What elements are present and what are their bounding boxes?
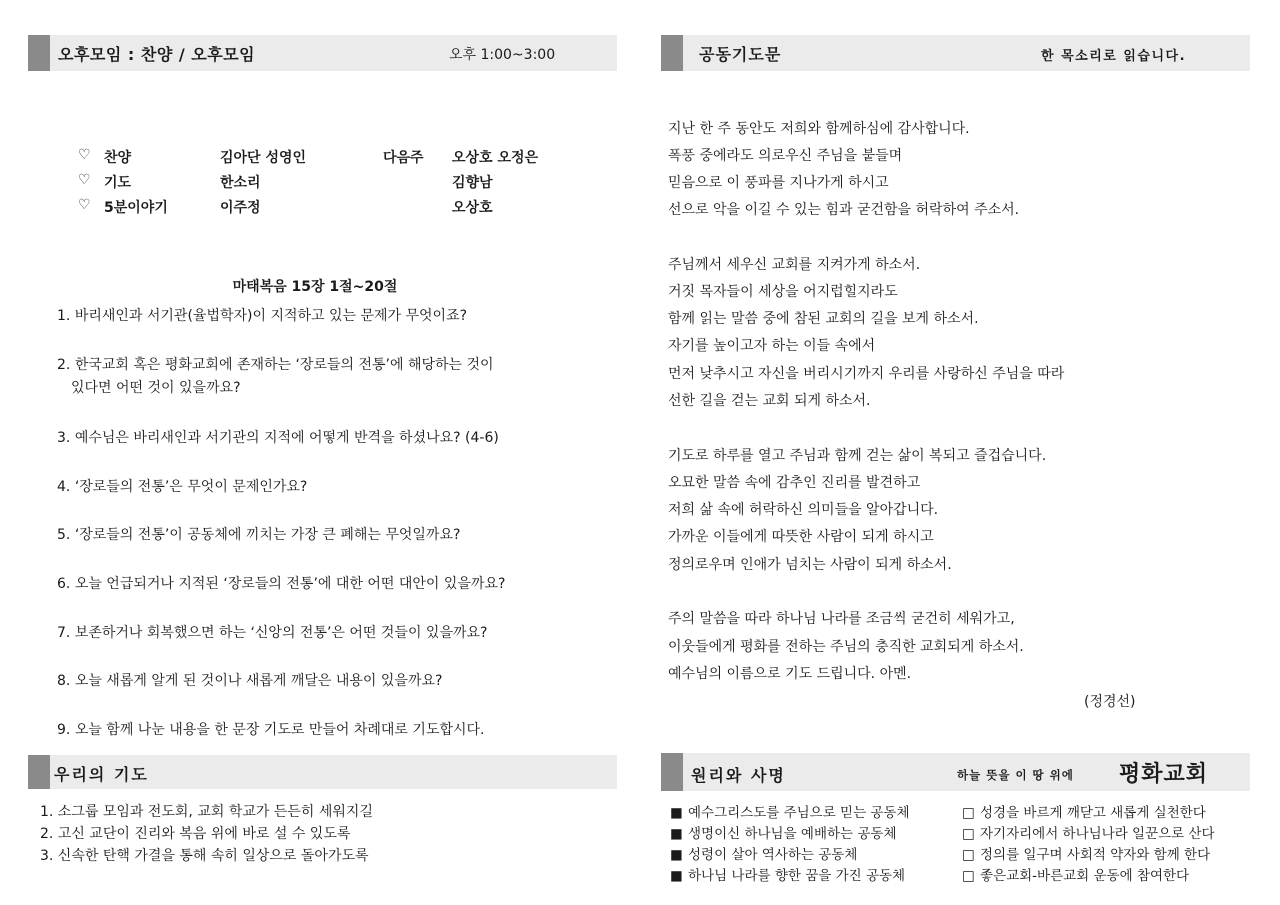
mission-header: [661, 753, 1250, 791]
prayer-line: 가까운 이들에게 따뜻한 사람이 되게 하시고: [668, 529, 934, 545]
filled-square-icon: ■: [670, 826, 683, 842]
next-week-label: 다음주: [383, 150, 424, 166]
mission-title: 원리와 사명: [691, 766, 786, 785]
prayer-line: 함께 읽는 말씀 중에 참된 교회의 길을 보게 하소서.: [668, 311, 979, 327]
prayer-line: 저희 삶 속에 허락하신 의미들을 알아갑니다.: [668, 502, 939, 518]
prayer-request: 2. 고신 교단이 진리와 복음 위에 바로 설 수 있도록: [40, 826, 351, 842]
prayer-line: 오묘한 말씀 속에 감추인 진리를 발견하고: [668, 475, 921, 491]
prayer-request: 1. 소그룹 모임과 전도회, 교회 학교가 든든히 세워지길: [40, 804, 373, 820]
common-prayer-header: [661, 35, 1250, 71]
mission-item-left: ■ 예수그리스도를 주님으로 믿는 공동체: [670, 805, 910, 821]
prayer-line: 선으로 악을 이길 수 있는 힘과 굳건함을 허락하여 주소서.: [668, 202, 1020, 218]
church-name: 평화교회: [1119, 762, 1209, 787]
mission-item-left: ■ 생명이신 하나님을 예배하는 공동체: [670, 826, 897, 842]
question-item: 7. 보존하거나 회복했으면 하는 ‘신앙의 전통’은 어떤 것들이 있을까요?: [57, 625, 488, 641]
empty-square-icon: □: [962, 868, 975, 884]
filled-square-icon: ■: [670, 847, 683, 863]
prayer-line: 주님께서 세우신 교회를 지켜가게 하소서.: [668, 257, 921, 273]
question-item: 6. 오늘 언급되거나 지적된 ‘장로들의 전통’에 대한 어떤 대안이 있을까요?: [57, 576, 506, 592]
heart-icon: ♡: [78, 147, 91, 163]
question-item: 2. 한국교회 혹은 평화교회에 존재하는 ‘장로들의 전통’에 해당하는 것이 있다면 어떤 것이 있을까요?: [57, 357, 494, 396]
mission-item-left: ■ 성령이 살아 역사하는 공동체: [670, 847, 858, 863]
mission-item-right: □ 정의를 일구며 사회적 약자와 함께 한다: [962, 847, 1211, 863]
afternoon-time: 오후 1:00~3:00: [449, 47, 556, 63]
our-prayer-header: [28, 755, 617, 789]
empty-square-icon: □: [962, 826, 975, 842]
prayer-line: 자기를 높이고자 하는 이들 속에서: [668, 338, 876, 354]
empty-square-icon: □: [962, 805, 975, 821]
prayer-line: 정의로우며 인애가 넘치는 사람이 되게 하소서.: [668, 557, 952, 573]
mission-item-right: □ 자기자리에서 하나님나라 일꾼으로 산다: [962, 826, 1215, 842]
roster-role: 5분이야기: [104, 200, 168, 216]
question-item: 9. 오늘 함께 나눈 내용을 한 문장 기도로 만들어 차례대로 기도합시다.: [57, 722, 485, 738]
filled-square-icon: ■: [670, 868, 683, 884]
prayer-line: 지난 한 주 동안도 저희와 함께하심에 감사합니다.: [668, 121, 970, 137]
question-item: 5. ‘장로들의 전통’이 공동체에 끼치는 가장 큰 폐해는 무엇일까요?: [57, 527, 461, 543]
question-item: 1. 바리새인과 서기관(율법학자)이 지적하고 있는 문제가 무엇이죠?: [57, 308, 468, 324]
mission-item-right: □ 성경을 바르게 깨닫고 새롭게 실천한다: [962, 805, 1206, 821]
header-accent-bar: [28, 755, 50, 789]
roster-current: 한소리: [220, 175, 261, 191]
question-item: 4. ‘장로들의 전통’은 무엇이 문제인가요?: [57, 479, 308, 495]
header-accent-bar: [661, 753, 683, 791]
roster-next: 오상호 오정은: [452, 150, 539, 166]
roster-next: 김향남: [452, 175, 493, 191]
prayer-line: 믿음으로 이 풍파를 지나가게 하시고: [668, 175, 889, 191]
prayer-line: 이웃들에게 평화를 전하는 주님의 충직한 교회되게 하소서.: [668, 639, 1024, 655]
heart-icon: ♡: [78, 172, 91, 188]
empty-square-icon: □: [962, 847, 975, 863]
question-item: 8. 오늘 새롭게 알게 된 것이나 새롭게 깨달은 내용이 있을까요?: [57, 673, 443, 689]
roster-next: 오상호: [452, 200, 493, 216]
mission-item-left: ■ 하나님 나라를 향한 꿈을 가진 공동체: [670, 868, 906, 884]
common-prayer-subtitle: 한 목소리로 읽습니다.: [1041, 49, 1187, 64]
mission-motto: 하늘 뜻을 이 땅 위에: [957, 768, 1074, 782]
question-item: 3. 예수님은 바리새인과 서기관의 지적에 어떻게 반격을 하셨나요? (4-6): [57, 430, 499, 446]
prayer-line: 주의 말씀을 따라 하나님 나라를 조금씩 굳건히 세워가고,: [668, 611, 1015, 627]
common-prayer-title: 공동기도문: [699, 45, 782, 64]
prayer-line: 예수님의 이름으로 기도 드립니다. 아멘.: [668, 666, 912, 682]
prayer-line: 선한 길을 걷는 교회 되게 하소서.: [668, 393, 871, 409]
prayer-line: 기도로 하루를 열고 주님과 함께 걷는 삶이 복되고 즐겁습니다.: [668, 448, 1047, 464]
prayer-author: (정경선): [1084, 694, 1136, 710]
mission-item-right: □ 좋은교회-바른교회 운동에 참여한다: [962, 868, 1190, 884]
prayer-request: 3. 신속한 탄핵 가결을 통해 속히 일상으로 돌아가도록: [40, 848, 369, 864]
prayer-line: 먼저 낮추시고 자신을 버리시기까지 우리를 사랑하신 주님을 따라: [668, 366, 1065, 382]
roster-current: 이주정: [220, 200, 261, 216]
header-accent-bar: [28, 35, 50, 71]
roster-current: 김아단 성영인: [220, 150, 307, 166]
afternoon-title: 오후모임 : 찬양 / 오후모임: [58, 45, 256, 64]
header-accent-bar: [661, 35, 683, 71]
roster-role: 찬양: [104, 150, 132, 166]
prayer-line: 폭풍 중에라도 의로우신 주님을 붙들며: [668, 148, 903, 164]
our-prayer-title: 우리의 기도: [54, 765, 149, 784]
filled-square-icon: ■: [670, 805, 683, 821]
roster-role: 기도: [104, 175, 132, 191]
heart-icon: ♡: [78, 197, 91, 213]
prayer-line: 거짓 목자들이 세상을 어지럽힐지라도: [668, 284, 898, 300]
scripture-passage: 마태복음 15장 1절~20절: [232, 279, 398, 295]
afternoon-header: [28, 35, 617, 71]
